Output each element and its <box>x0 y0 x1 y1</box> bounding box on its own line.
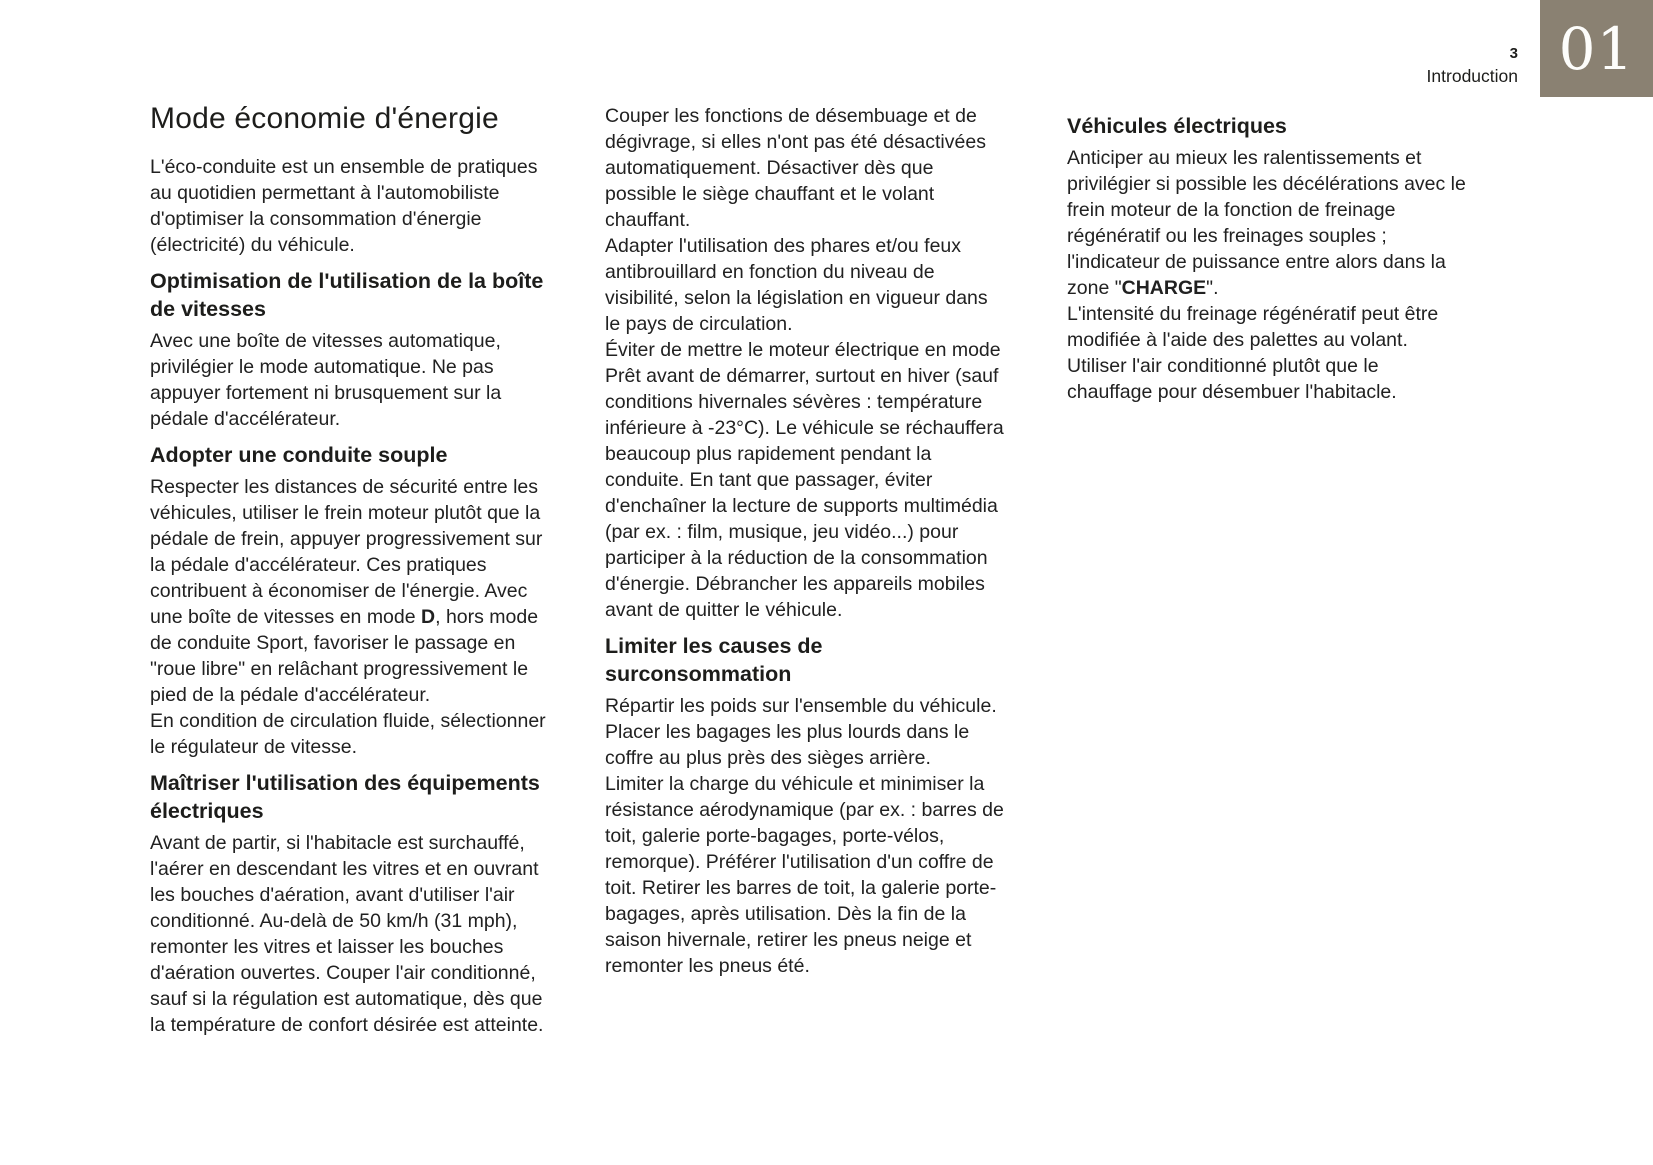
paragraph: Avant de partir, si l'habitacle est surchauffé, l'aérer en descendant les vitres et en ouvrant les bouches d'aération, avant d'utiliser l'air conditionné. Au-delà de 50 km/h (31 mph), remonter les vitres et laisser les bouches d'aération ouvertes. Couper l'air conditionné, sauf si la régulation est automatique, dès que la température de confort désirée est atteinte. <box>150 832 544 1036</box>
paragraph: Adapter l'utilisation des phares et/ou feux antibrouillard en fonction du niveau de visibilité, selon la législation en vigueur dans le pays de circulation. <box>605 235 988 335</box>
paragraph: En condition de circulation fluide, sélectionner le régulateur de vitesse. <box>150 710 546 758</box>
heading: Optimisation de l'utilisation de la boîte de vitesses <box>150 269 544 321</box>
paragraph: L'éco-conduite est un ensemble de pratiques au quotidien permettant à l'automobiliste d'optimiser la consommation d'énergie (électricité) du véhicule. <box>150 156 538 256</box>
paragraph: Anticiper au mieux les ralentissements et privilégier si possible les décélérations avec le frein moteur de la fonction de freinage régénératif ou les freinages souples ; l'indicateur de puissance entre alors dans la zone "CHARGE". <box>1067 147 1466 299</box>
heading: Adopter une conduite souple <box>150 443 448 467</box>
text-column-1 <box>150 98 552 1038</box>
paragraph: Répartir les poids sur l'ensemble du véhicule. Placer les bagages les plus lourds dans le coffre au plus près des sièges arrière. <box>605 695 997 769</box>
paragraph: Éviter de mettre le moteur électrique en mode Prêt avant de démarrer, surtout en hiver (sauf conditions hivernales sévères : température inférieure à -23°C). Le véhicule se réchauffera beaucoup plus rapidement pendant la conduite. En tant que passager, éviter d'enchaîner la lecture de supports multimédia (par ex. : film, musique, jeu vidéo...) pour participer à la réduction de la consommation d'énergie. Débrancher les appareils mobiles avant de quitter le véhicule. <box>605 339 1004 621</box>
paragraph: Limiter la charge du véhicule et minimiser la résistance aérodynamique (par ex. : barres de toit, galerie porte-bagages, porte-vélos, remorque). Préférer l'utilisation d'un coffre de toit. Retirer les barres de toit, la galerie porte-bagages, après utilisation. Dès la fin de la saison hivernale, retirer les pneus neige et remonter les pneus été. <box>605 773 1004 977</box>
heading: Maîtriser l'utilisation des équipements électriques <box>150 771 540 823</box>
text-column-2 <box>605 103 1007 979</box>
page-number: 3 <box>1509 45 1518 62</box>
chapter-number-badge <box>1540 0 1653 97</box>
paragraph: Respecter les distances de sécurité entre les véhicules, utiliser le frein moteur plutôt que la pédale de frein, appuyer progressivement sur la pédale d'accélérateur. Ces pratiques contribuent à économiser de l'énergie. Avec une boîte de vitesses en mode D, hors mode de conduite Sport, favoriser le passage en "roue libre" en relâchant progressivement le pied de la pédale d'accélérateur. <box>150 476 543 706</box>
text-column-3 <box>1067 103 1469 405</box>
paragraph: Utiliser l'air conditionné plutôt que le chauffage pour désembuer l'habitacle. <box>1067 355 1397 403</box>
paragraph: Couper les fonctions de désembuage et de dégivrage, si elles n'ont pas été désactivées automatiquement. Désactiver dès que possible le siège chauffant et le volant chauffant. <box>605 105 986 231</box>
heading: Limiter les causes de surconsommation <box>605 634 823 686</box>
chapter-number: 01 <box>1558 14 1635 83</box>
paragraph: L'intensité du freinage régénératif peut être modifiée à l'aide des palettes au volant. <box>1067 303 1439 351</box>
heading: Véhicules électriques <box>1067 114 1287 138</box>
section-title: Introduction <box>1426 66 1518 86</box>
paragraph: Avec une boîte de vitesses automatique, privilégier le mode automatique. Ne pas appuyer fortement ni brusquement sur la pédale d'accélérateur. <box>150 330 502 430</box>
heading: Mode économie d'énergie <box>150 102 499 135</box>
page-reference <box>1427 44 1518 88</box>
